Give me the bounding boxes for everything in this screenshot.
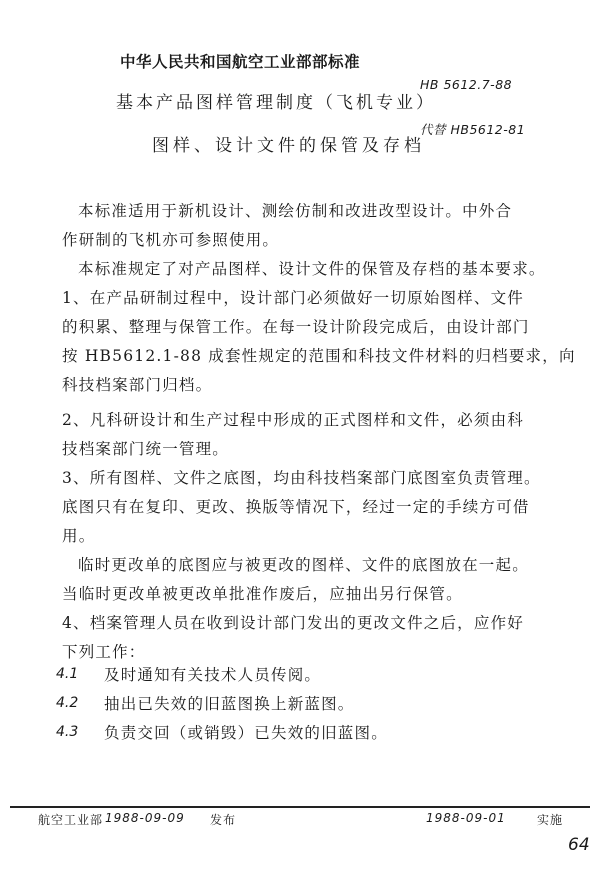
- subitem-number: 4.2: [56, 695, 79, 711]
- section-4-line-1: 4、档案管理人员在收到设计部门发出的更改文件之后，应作好: [62, 614, 524, 632]
- section-3-line-2: 底图只有在复印、更改、换版等情况下，经过一定的手续方可借: [62, 498, 530, 516]
- section-2-line-2: 技档案部门统一管理。: [62, 440, 230, 458]
- footer-divider: [10, 806, 590, 808]
- section-1-line-4: 科技档案部门归档。: [62, 376, 213, 394]
- title-line-1: 基本产品图样管理制度（飞机专业）: [116, 93, 436, 113]
- section-1-line-3: 按 HB5612.1-88 成套性规定的范围和科技文件材料的归档要求，向: [62, 347, 576, 365]
- subitem-text: 负责交回（或销毁）已失效的旧蓝图。: [104, 724, 388, 742]
- body-line-2: 作研制的飞机亦可参照使用。: [62, 231, 280, 249]
- section-1-line-2: 的积累、整理与保管工作。在每一设计阶段完成后，由设计部门: [62, 318, 530, 336]
- effective-label: 实施: [537, 813, 564, 827]
- publish-label: 发布: [210, 813, 237, 827]
- title-line-2: 图样、设计文件的保管及存档: [152, 136, 425, 156]
- publish-date: 1988-09-09: [105, 811, 185, 825]
- body-line-3: 本标准规定了对产品图样、设计文件的保管及存档的基本要求。: [78, 260, 546, 278]
- subitem-number: 4.3: [56, 724, 79, 740]
- section-2-line-1: 2、凡科研设计和生产过程中形成的正式图样和文件，必须由科: [62, 411, 524, 429]
- issuing-organization: 中华人民共和国航空工业部部标准: [120, 53, 361, 71]
- effective-date: 1988-09-01: [426, 811, 506, 825]
- body-line-1: 本标准适用于新机设计、测绘仿制和改进改型设计。中外合: [78, 202, 513, 220]
- section-3-line-4: 临时更改单的底图应与被更改的图样、文件的底图放在一起。: [78, 556, 529, 574]
- section-3-line-5: 当临时更改单被更改单批准作废后，应抽出另行保管。: [62, 585, 463, 603]
- section-3-line-1: 3、所有图样、文件之底图，均由科技档案部门底图室负责管理。: [62, 469, 541, 487]
- standard-number: HB 5612.7-88: [420, 77, 513, 92]
- section-1-line-1: 1、在产品研制过程中，设计部门必须做好一切原始图样、文件: [62, 289, 524, 307]
- replaces-standard: 代替 HB5612-81: [420, 122, 526, 137]
- subitem-text: 及时通知有关技术人员传阅。: [104, 666, 322, 684]
- section-3-line-3: 用。: [62, 527, 96, 545]
- publisher: 航空工业部: [38, 813, 104, 827]
- subitem-text: 抽出已失效的旧蓝图换上新蓝图。: [104, 695, 355, 713]
- subitem-number: 4.1: [56, 666, 79, 682]
- page-number: 64: [568, 835, 590, 855]
- section-4-line-2: 下列工作：: [62, 643, 146, 661]
